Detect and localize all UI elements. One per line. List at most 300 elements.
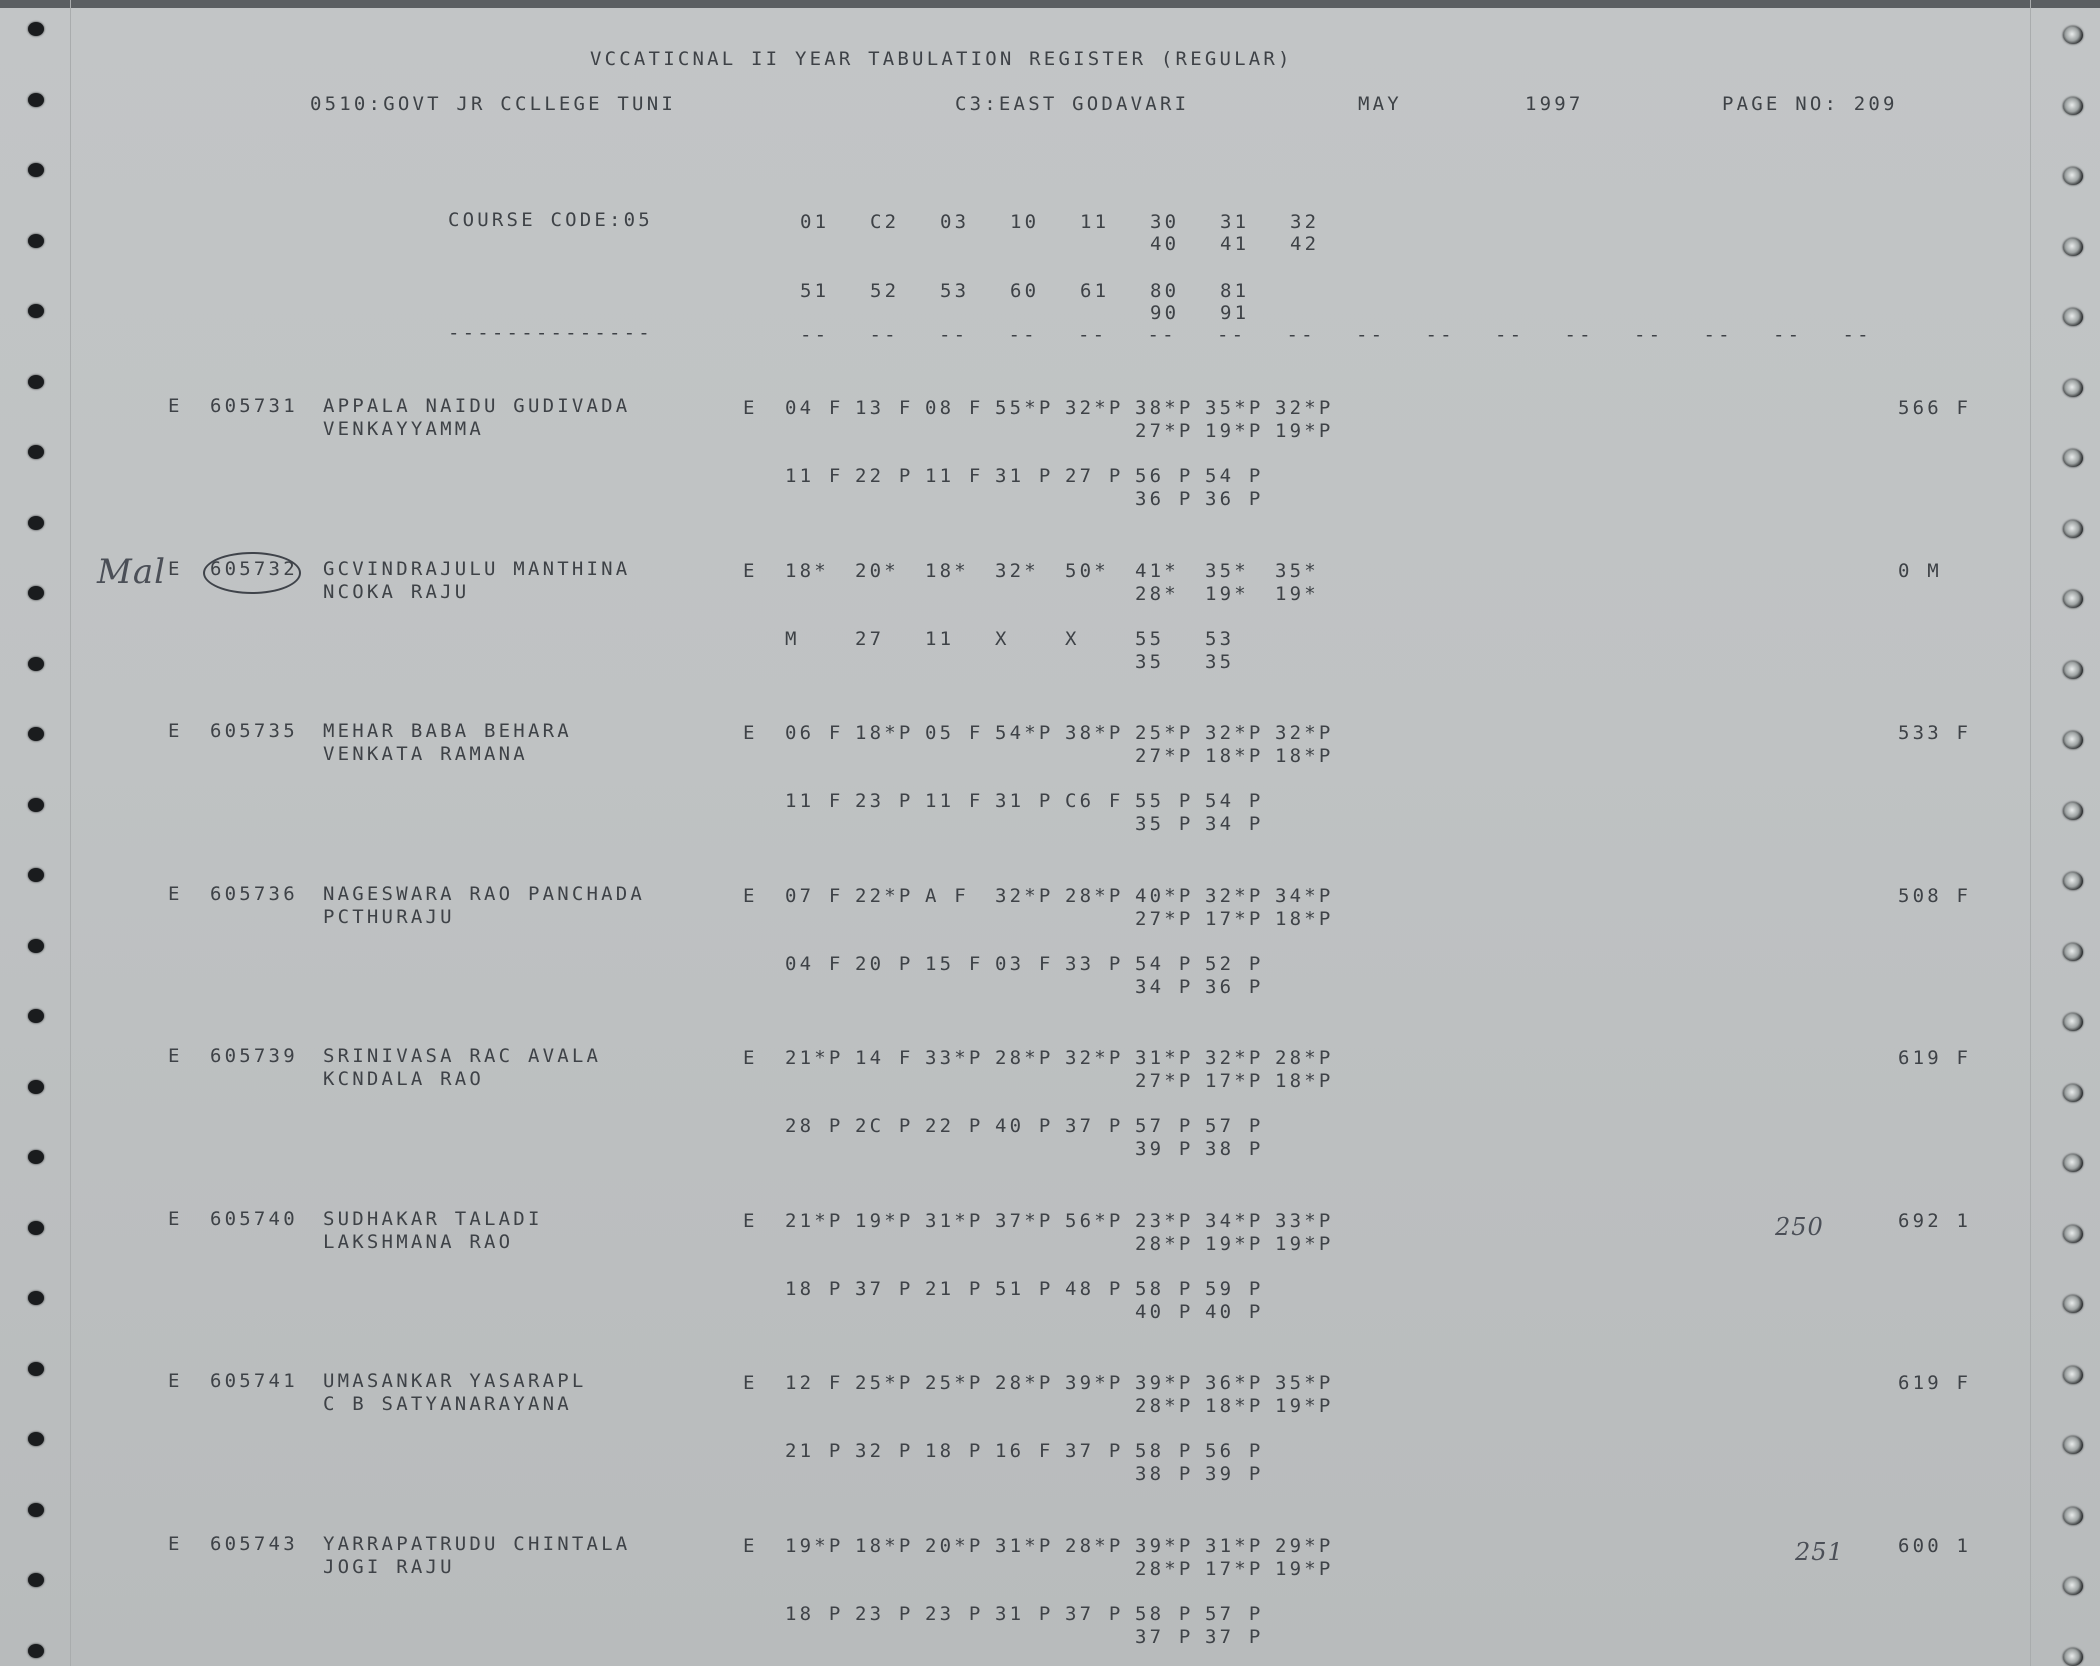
subject-code: 41: [1220, 233, 1250, 255]
feed-hole: [2063, 943, 2083, 961]
medium-code: E: [743, 884, 758, 907]
subject-mark: 54 P: [1135, 952, 1194, 975]
subject-mark: 19*P: [1275, 420, 1334, 442]
subject-mark: 14 F: [855, 1047, 914, 1069]
student-name-line2: VENKATA RAMANA: [323, 743, 528, 765]
subject-code: 53: [940, 280, 970, 302]
subject-mark: 28*P: [995, 1372, 1054, 1394]
subject-mark: 35*: [1275, 559, 1319, 582]
subject-mark: 36 P: [1205, 975, 1264, 998]
student-name-line2: C B SATYANARAYANA: [323, 1393, 572, 1415]
medium-code: E: [743, 1209, 758, 1232]
subject-code: 52: [870, 280, 900, 302]
student-name-line1: MEHAR BABA BEHARA: [323, 720, 572, 742]
subject-mark: 28*P: [1065, 884, 1124, 907]
feed-hole: [2063, 1577, 2083, 1595]
subject-mark: 41*: [1135, 559, 1179, 582]
subject-mark: 18*P: [1275, 745, 1334, 767]
column-separator: --: [1425, 324, 1455, 346]
column-separator: --: [1217, 324, 1247, 346]
total-result: 533 F: [1898, 722, 1972, 744]
subject-mark: 40 P: [1205, 1300, 1264, 1323]
subject-mark: 18*P: [855, 1534, 914, 1557]
subject-mark: 56 P: [1135, 465, 1194, 487]
subject-mark: 19*P: [855, 1209, 914, 1232]
subject-mark: 18*P: [1205, 1395, 1264, 1417]
subject-mark: 38*P: [1065, 722, 1124, 744]
subject-mark: 38 P: [1135, 1463, 1194, 1485]
subject-mark: 25*P: [925, 1372, 984, 1394]
total-result: 692 1: [1898, 1209, 1972, 1232]
feed-hole: [28, 1080, 44, 1094]
student-name-line2: PCTHURAJU: [323, 905, 455, 928]
subject-mark: 35: [1205, 650, 1235, 673]
subject-mark: 36*P: [1205, 1372, 1264, 1394]
subject-mark: 34 P: [1135, 975, 1194, 998]
feed-hole: [28, 1432, 44, 1446]
group-code: E: [168, 395, 183, 417]
subject-code: 01: [800, 211, 830, 233]
page-number: PAGE NO: 209: [1722, 93, 1898, 115]
group-code: E: [168, 720, 183, 742]
subject-mark: 37 P: [855, 1277, 914, 1300]
student-name-line2: JOGI RAJU: [323, 1555, 455, 1578]
column-separator: --: [869, 324, 899, 346]
subject-code: 90: [1150, 302, 1180, 324]
subject-mark: 18 P: [925, 1440, 984, 1462]
subject-mark: 39 P: [1135, 1138, 1194, 1160]
subject-mark: 37 P: [1205, 1625, 1264, 1648]
subject-mark: 40 P: [1135, 1300, 1194, 1323]
subject-mark: 03 F: [995, 952, 1054, 975]
id-circle-mark: [203, 552, 301, 594]
subject-mark: 20*: [855, 559, 899, 582]
course-code-underline: --------------: [448, 322, 653, 344]
subject-mark: 39 P: [1205, 1463, 1264, 1485]
feed-hole: [2063, 379, 2083, 397]
subject-mark: 35*: [1205, 559, 1249, 582]
subject-mark: 11 F: [785, 790, 844, 812]
column-separator: --: [1842, 324, 1872, 346]
subject-mark: 27*P: [1135, 1070, 1194, 1092]
feed-hole: [2063, 590, 2083, 608]
subject-mark: 25*P: [855, 1372, 914, 1394]
subject-mark: 28*P: [1065, 1534, 1124, 1557]
subject-mark: 34 P: [1205, 813, 1264, 835]
subject-mark: 05 F: [925, 722, 984, 744]
column-separator: --: [1286, 324, 1316, 346]
hall-ticket-number: 605732: [210, 557, 298, 580]
medium-code: E: [743, 722, 758, 744]
subject-mark: 31*P: [995, 1534, 1054, 1557]
student-name-line2: VENKAYYAMMA: [323, 418, 485, 440]
subject-mark: 50*: [1065, 559, 1109, 582]
subject-code: 42: [1290, 233, 1320, 255]
student-name-line1: GCVINDRAJULU MANTHINA: [323, 557, 631, 580]
subject-mark: 13 F: [855, 397, 914, 419]
subject-mark: 55 P: [1135, 790, 1194, 812]
subject-mark: 32*P: [1205, 1047, 1264, 1069]
subject-mark: 58 P: [1135, 1277, 1194, 1300]
subject-mark: 40*P: [1135, 884, 1194, 907]
medium-code: E: [743, 1372, 758, 1394]
subject-mark: 20 P: [855, 952, 914, 975]
feed-hole: [28, 304, 44, 318]
subject-mark: 40 P: [995, 1115, 1054, 1137]
subject-code: 81: [1220, 280, 1250, 302]
subject-mark: 21*P: [785, 1047, 844, 1069]
subject-mark: 48 P: [1065, 1277, 1124, 1300]
subject-mark: 23 P: [855, 1602, 914, 1625]
subject-mark: 06 F: [785, 722, 844, 744]
feed-hole: [2063, 167, 2083, 185]
subject-mark: 19*P: [1275, 1557, 1334, 1580]
column-separator: --: [800, 324, 830, 346]
subject-mark: 39*P: [1135, 1372, 1194, 1394]
subject-mark: 28*P: [1275, 1047, 1334, 1069]
subject-mark: 23 P: [855, 790, 914, 812]
subject-mark: 21*P: [785, 1209, 844, 1232]
hall-ticket-number: 605731: [210, 395, 298, 417]
subject-mark: 20*P: [925, 1534, 984, 1557]
subject-mark: 22*P: [855, 884, 914, 907]
subject-mark: 07 F: [785, 884, 844, 907]
feed-hole: [2063, 520, 2083, 538]
subject-code: 03: [940, 211, 970, 233]
feed-hole: [28, 1362, 44, 1376]
subject-mark: A F: [925, 884, 969, 907]
subject-mark: 39*P: [1065, 1372, 1124, 1394]
subject-mark: 31*P: [1135, 1047, 1194, 1069]
subject-mark: 31 P: [995, 465, 1054, 487]
subject-mark: 11 F: [785, 465, 844, 487]
feed-hole: [28, 516, 44, 530]
feed-hole: [28, 1009, 44, 1023]
subject-mark: 11 F: [925, 790, 984, 812]
subject-mark: 27*P: [1135, 745, 1194, 767]
subject-mark: 55*P: [995, 397, 1054, 419]
feed-hole: [28, 1291, 44, 1305]
subject-mark: 21 P: [785, 1440, 844, 1462]
subject-mark: 33*P: [1275, 1209, 1334, 1232]
subject-mark: 19*P: [1275, 1395, 1334, 1417]
student-name-line1: NAGESWARA RAO PANCHADA: [323, 882, 646, 905]
handwritten-serial-note: 250: [1775, 1212, 1824, 1241]
subject-mark: 11: [925, 627, 955, 650]
subject-mark: 29*P: [1275, 1534, 1334, 1557]
student-name-line1: SUDHAKAR TALADI: [323, 1207, 543, 1230]
left-tractor-feed-holes: [14, 0, 74, 1666]
subject-mark: 23 P: [925, 1602, 984, 1625]
subject-mark: 22 P: [855, 465, 914, 487]
subject-mark: 37 P: [1135, 1625, 1194, 1648]
subject-mark: 18*P: [1275, 907, 1334, 930]
subject-mark: 32 P: [855, 1440, 914, 1462]
subject-mark: 21 P: [925, 1277, 984, 1300]
top-edge: [0, 0, 2100, 8]
subject-mark: 17*P: [1205, 907, 1264, 930]
subject-mark: 32*P: [1205, 884, 1264, 907]
subject-mark: 58 P: [1135, 1440, 1194, 1462]
subject-mark: 16 F: [995, 1440, 1054, 1462]
feed-hole: [28, 445, 44, 459]
subject-mark: 32*P: [1275, 722, 1334, 744]
student-name-line1: UMASANKAR YASARAPL: [323, 1370, 587, 1392]
hall-ticket-number: 605736: [210, 882, 298, 905]
feed-hole: [28, 727, 44, 741]
margin-note: Mal: [97, 552, 166, 592]
subject-mark: 57 P: [1135, 1115, 1194, 1137]
feed-hole: [2063, 26, 2083, 44]
total-result: 619 F: [1898, 1372, 1972, 1394]
subject-mark: 04 F: [785, 397, 844, 419]
subject-code: 30: [1150, 211, 1180, 233]
subject-mark: 55: [1135, 627, 1165, 650]
subject-mark: 31*P: [1205, 1534, 1264, 1557]
subject-mark: 54*P: [995, 722, 1054, 744]
subject-mark: 18*P: [855, 722, 914, 744]
right-perforation-line: [2030, 0, 2031, 1666]
subject-mark: 18*P: [1275, 1070, 1334, 1092]
subject-code: 10: [1010, 211, 1040, 233]
feed-hole: [28, 798, 44, 812]
subject-mark: 33*P: [925, 1047, 984, 1069]
subject-mark: 32*P: [1275, 397, 1334, 419]
column-separator: --: [939, 324, 969, 346]
subject-mark: 27 P: [1065, 465, 1124, 487]
subject-mark: 18*: [925, 559, 969, 582]
subject-mark: 25*P: [1135, 722, 1194, 744]
subject-mark: 18*: [785, 559, 829, 582]
subject-mark: 19*P: [1205, 420, 1264, 442]
subject-mark: 19*: [1205, 582, 1249, 605]
feed-hole: [28, 375, 44, 389]
hall-ticket-number: 605743: [210, 1532, 298, 1555]
subject-mark: 35*P: [1275, 1372, 1334, 1394]
feed-hole: [2063, 802, 2083, 820]
subject-mark: 33 P: [1065, 952, 1124, 975]
subject-mark: 19*P: [1205, 1232, 1264, 1255]
register-title: VCCATICNAL II YEAR TABULATION REGISTER (REGULAR): [590, 48, 1293, 70]
group-code: E: [168, 1045, 183, 1067]
subject-mark: 28*P: [1135, 1557, 1194, 1580]
handwritten-serial-note: 251: [1795, 1537, 1844, 1566]
subject-mark: 23*P: [1135, 1209, 1194, 1232]
subject-mark: 12 F: [785, 1372, 844, 1394]
feed-hole: [28, 22, 44, 36]
subject-mark: 04 F: [785, 952, 844, 975]
column-separator: --: [1356, 324, 1386, 346]
feed-hole: [2063, 449, 2083, 467]
feed-hole: [28, 586, 44, 600]
subject-mark: 28 P: [785, 1115, 844, 1137]
subject-mark: 31 P: [995, 1602, 1054, 1625]
hall-ticket-number: 605741: [210, 1370, 298, 1392]
feed-hole: [2063, 1295, 2083, 1313]
subject-code: 31: [1220, 211, 1250, 233]
feed-hole: [2063, 97, 2083, 115]
feed-hole: [2063, 1084, 2083, 1102]
subject-mark: 28*P: [1135, 1395, 1194, 1417]
subject-mark: 2C P: [855, 1115, 914, 1137]
subject-mark: X: [1065, 627, 1080, 650]
subject-mark: 32*P: [1065, 1047, 1124, 1069]
district-name: C3:EAST GODAVARI: [955, 93, 1190, 115]
subject-mark: 27*P: [1135, 907, 1194, 930]
subject-code: 51: [800, 280, 830, 302]
subject-mark: 28*: [1135, 582, 1179, 605]
subject-mark: M: [785, 627, 800, 650]
right-tractor-feed-holes: [2055, 0, 2100, 1666]
subject-mark: 32*P: [1065, 397, 1124, 419]
subject-mark: 19*: [1275, 582, 1319, 605]
subject-mark: 38*P: [1135, 397, 1194, 419]
group-code: E: [168, 557, 183, 580]
subject-code: 60: [1010, 280, 1040, 302]
subject-mark: 18*P: [1205, 745, 1264, 767]
subject-mark: 27*P: [1135, 420, 1194, 442]
subject-mark: 28*P: [995, 1047, 1054, 1069]
subject-mark: X: [995, 627, 1010, 650]
subject-mark: 37 P: [1065, 1602, 1124, 1625]
total-result: 600 1: [1898, 1534, 1972, 1557]
feed-hole: [28, 868, 44, 882]
subject-mark: 54 P: [1205, 790, 1264, 812]
feed-hole: [28, 163, 44, 177]
feed-hole: [2063, 661, 2083, 679]
feed-hole: [2063, 731, 2083, 749]
subject-mark: 34*P: [1275, 884, 1334, 907]
subject-mark: 22 P: [925, 1115, 984, 1137]
subject-mark: 31*P: [925, 1209, 984, 1232]
column-separator: --: [1564, 324, 1594, 346]
subject-mark: 36 P: [1205, 488, 1264, 510]
feed-hole: [2063, 308, 2083, 326]
subject-mark: 27: [855, 627, 885, 650]
subject-mark: 19*P: [785, 1534, 844, 1557]
subject-mark: 38 P: [1205, 1138, 1264, 1160]
subject-mark: 19*P: [1275, 1232, 1334, 1255]
subject-mark: 17*P: [1205, 1557, 1264, 1580]
medium-code: E: [743, 1534, 758, 1557]
feed-hole: [28, 1644, 44, 1658]
feed-hole: [2063, 238, 2083, 256]
feed-hole: [2063, 1154, 2083, 1172]
student-name-line1: APPALA NAIDU GUDIVADA: [323, 395, 631, 417]
subject-mark: 54 P: [1205, 465, 1264, 487]
subject-mark: 34*P: [1205, 1209, 1264, 1232]
feed-hole: [2063, 1225, 2083, 1243]
subject-code: 11: [1080, 211, 1110, 233]
medium-code: E: [743, 1047, 758, 1069]
subject-mark: 57 P: [1205, 1115, 1264, 1137]
subject-mark: 56*P: [1065, 1209, 1124, 1232]
subject-mark: 32*P: [995, 884, 1054, 907]
feed-hole: [28, 1503, 44, 1517]
total-result: 508 F: [1898, 884, 1972, 907]
subject-mark: 57 P: [1205, 1602, 1264, 1625]
total-result: 0 M: [1898, 559, 1942, 582]
subject-mark: C6 F: [1065, 790, 1124, 812]
subject-mark: 51 P: [995, 1277, 1054, 1300]
subject-mark: 56 P: [1205, 1440, 1264, 1462]
hall-ticket-number: 605739: [210, 1045, 298, 1067]
subject-mark: 37 P: [1065, 1440, 1124, 1462]
feed-hole: [28, 657, 44, 671]
subject-mark: 35*P: [1205, 397, 1264, 419]
column-separator: --: [1078, 324, 1108, 346]
total-result: 619 F: [1898, 1047, 1972, 1069]
student-name-line2: KCNDALA RAO: [323, 1068, 485, 1090]
feed-hole: [2063, 1013, 2083, 1031]
subject-mark: 39*P: [1135, 1534, 1194, 1557]
column-separator: --: [1008, 324, 1038, 346]
subject-mark: 15 F: [925, 952, 984, 975]
subject-mark: 37*P: [995, 1209, 1054, 1232]
subject-mark: 52 P: [1205, 952, 1264, 975]
feed-hole: [28, 1150, 44, 1164]
feed-hole: [2063, 1436, 2083, 1454]
subject-mark: 53: [1205, 627, 1235, 650]
column-separator: --: [1495, 324, 1525, 346]
subject-mark: 18 P: [785, 1602, 844, 1625]
subject-code: 32: [1290, 211, 1320, 233]
feed-hole: [28, 1221, 44, 1235]
subject-code: 91: [1220, 302, 1250, 324]
group-code: E: [168, 882, 183, 905]
group-code: E: [168, 1532, 183, 1555]
total-result: 566 F: [1898, 397, 1972, 419]
medium-code: E: [743, 397, 758, 419]
subject-mark: 17*P: [1205, 1070, 1264, 1092]
column-separator: --: [1634, 324, 1664, 346]
course-code-label: COURSE CODE:05: [448, 209, 653, 231]
subject-mark: 36 P: [1135, 488, 1194, 510]
column-separator: --: [1773, 324, 1803, 346]
exam-month: MAY: [1358, 93, 1402, 115]
subject-code: 40: [1150, 233, 1180, 255]
subject-mark: 32*: [995, 559, 1039, 582]
student-name-line2: LAKSHMANA RAO: [323, 1230, 514, 1253]
feed-hole: [2063, 872, 2083, 890]
feed-hole: [28, 234, 44, 248]
student-name-line1: YARRAPATRUDU CHINTALA: [323, 1532, 631, 1555]
subject-code: 61: [1080, 280, 1110, 302]
column-separator: --: [1703, 324, 1733, 346]
student-name-line2: NCOKA RAJU: [323, 580, 470, 603]
feed-hole: [28, 1573, 44, 1587]
column-separator: --: [1147, 324, 1177, 346]
subject-code: 80: [1150, 280, 1180, 302]
subject-mark: 59 P: [1205, 1277, 1264, 1300]
student-name-line1: SRINIVASA RAC AVALA: [323, 1045, 602, 1067]
subject-code: C2: [870, 211, 900, 233]
medium-code: E: [743, 559, 758, 582]
subject-mark: 08 F: [925, 397, 984, 419]
subject-mark: 37 P: [1065, 1115, 1124, 1137]
feed-hole: [2063, 1366, 2083, 1384]
subject-mark: 31 P: [995, 790, 1054, 812]
college-name: 0510:GOVT JR CCLLEGE TUNI: [310, 93, 676, 115]
hall-ticket-number: 605740: [210, 1207, 298, 1230]
subject-mark: 11 F: [925, 465, 984, 487]
subject-mark: 35 P: [1135, 813, 1194, 835]
group-code: E: [168, 1370, 183, 1392]
hall-ticket-number: 605735: [210, 720, 298, 742]
subject-mark: 58 P: [1135, 1602, 1194, 1625]
feed-hole: [2063, 1648, 2083, 1666]
subject-mark: 32*P: [1205, 722, 1264, 744]
